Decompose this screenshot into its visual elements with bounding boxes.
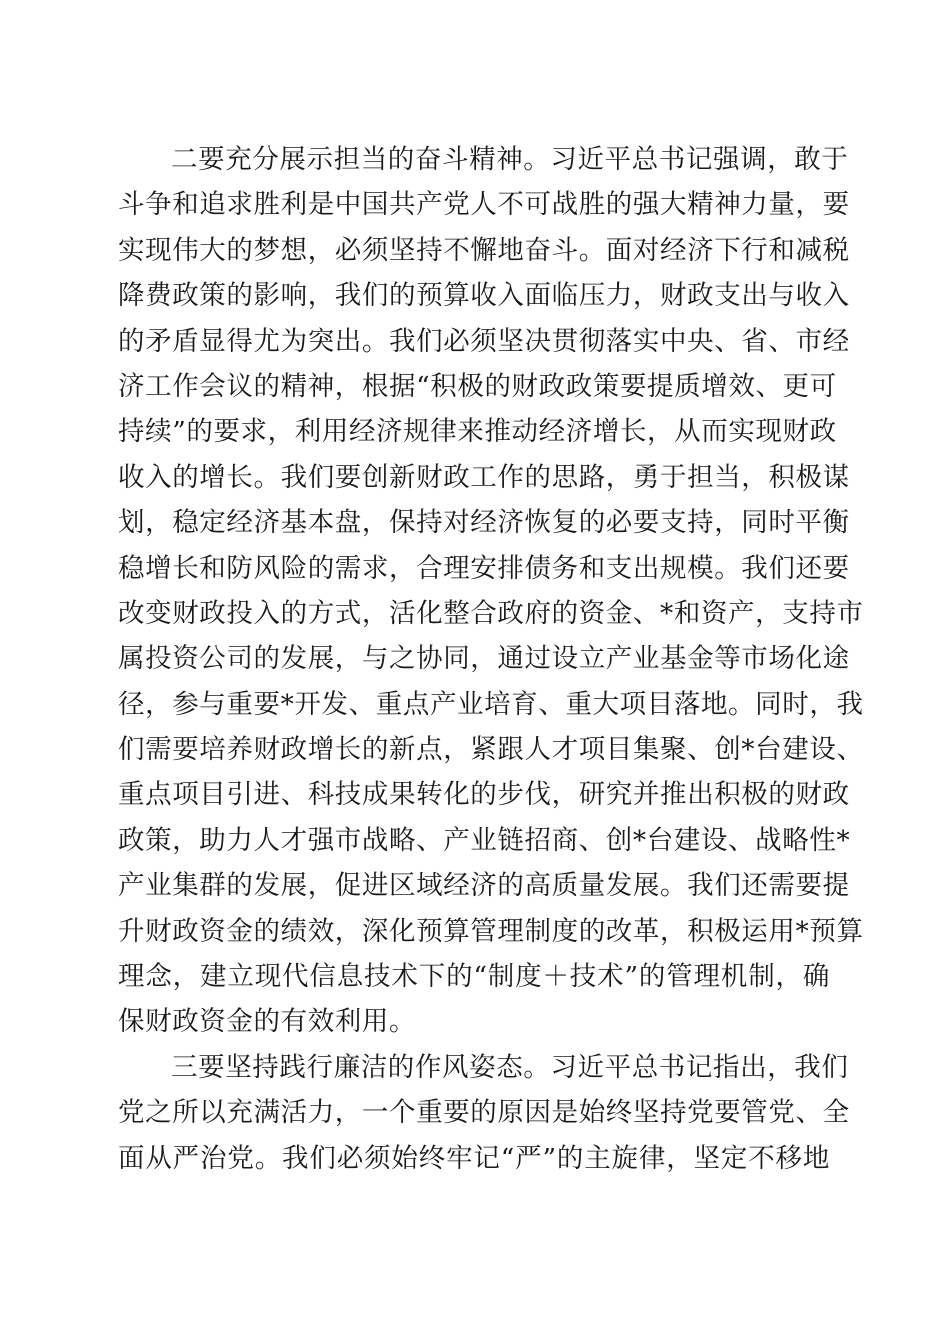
text-line: 的矛盾显得尤为突出。我们必须坚决贯彻落实中央、省、市经 — [118, 325, 850, 357]
text-line: 稳增长和防风险的需求，合理安排债务和支出规模。我们还要 — [118, 552, 850, 584]
text-line: 改变财政投入的方式，活化整合政府的资金、*和资产，支持市 — [118, 597, 864, 629]
text-line: 斗争和追求胜利是中国共产党人不可战胜的强大精神力量，要 — [118, 189, 850, 221]
text-line: 产业集群的发展，促进区域经济的高质量发展。我们还需要提 — [118, 870, 850, 902]
paragraph-2 — [118, 137, 864, 1045]
text-line: 收入的增长。我们要创新财政工作的思路，勇于担当，积极谋 — [118, 461, 850, 493]
text-line: 升财政资金的绩效，深化预算管理制度的改革，积极运用*预算 — [118, 915, 864, 947]
text-line: 理念，建立现代信息技术下的“制度＋技术”的管理机制，确 — [118, 961, 830, 993]
text-line: 三要坚持践行廉洁的作风姿态。习近平总书记指出，我们 — [171, 1051, 849, 1083]
text-line: 党之所以充满活力，一个重要的原因是始终坚持党要管党、全 — [118, 1097, 850, 1129]
text-line: 济工作会议的精神，根据“积极的财政政策要提质增效、更可 — [118, 370, 837, 402]
text-line: 属投资公司的发展，与之协同，通过设立产业基金等市场化途 — [118, 643, 850, 675]
text-line: 重点项目引进、科技成果转化的步伐，研究并推出积极的财政 — [118, 779, 850, 811]
text-line: 实现伟大的梦想，必须坚持不懈地奋斗。面对经济下行和减税 — [118, 234, 850, 266]
document-body — [118, 137, 864, 1181]
text-line: 径，参与重要*开发、重点产业培育、重大项目落地。同时，我 — [118, 688, 864, 720]
text-line: 面从严治党。我们必须始终牢记“严”的主旋律，坚定不移地 — [118, 1142, 830, 1174]
text-line: 保财政资金的有效利用。 — [118, 1006, 417, 1038]
paragraph-3 — [118, 1045, 850, 1181]
text-line: 划，稳定经济基本盘，保持对经济恢复的必要支持，同时平衡 — [118, 507, 850, 539]
text-line: 持续”的要求，利用经济规律来推动经济增长，从而实现财政 — [118, 416, 837, 448]
text-line: 二要充分展示担当的奋斗精神。习近平总书记强调，敢于 — [171, 144, 849, 175]
text-line: 降费政策的影响，我们的预算收入面临压力，财政支出与收入 — [118, 280, 850, 312]
text-line: 政策，助力人才强市战略、产业链招商、创*台建设、战略性* — [118, 824, 851, 856]
text-line: 们需要培养财政增长的新点，紧跟人才项目集聚、创*台建设、 — [118, 734, 864, 766]
